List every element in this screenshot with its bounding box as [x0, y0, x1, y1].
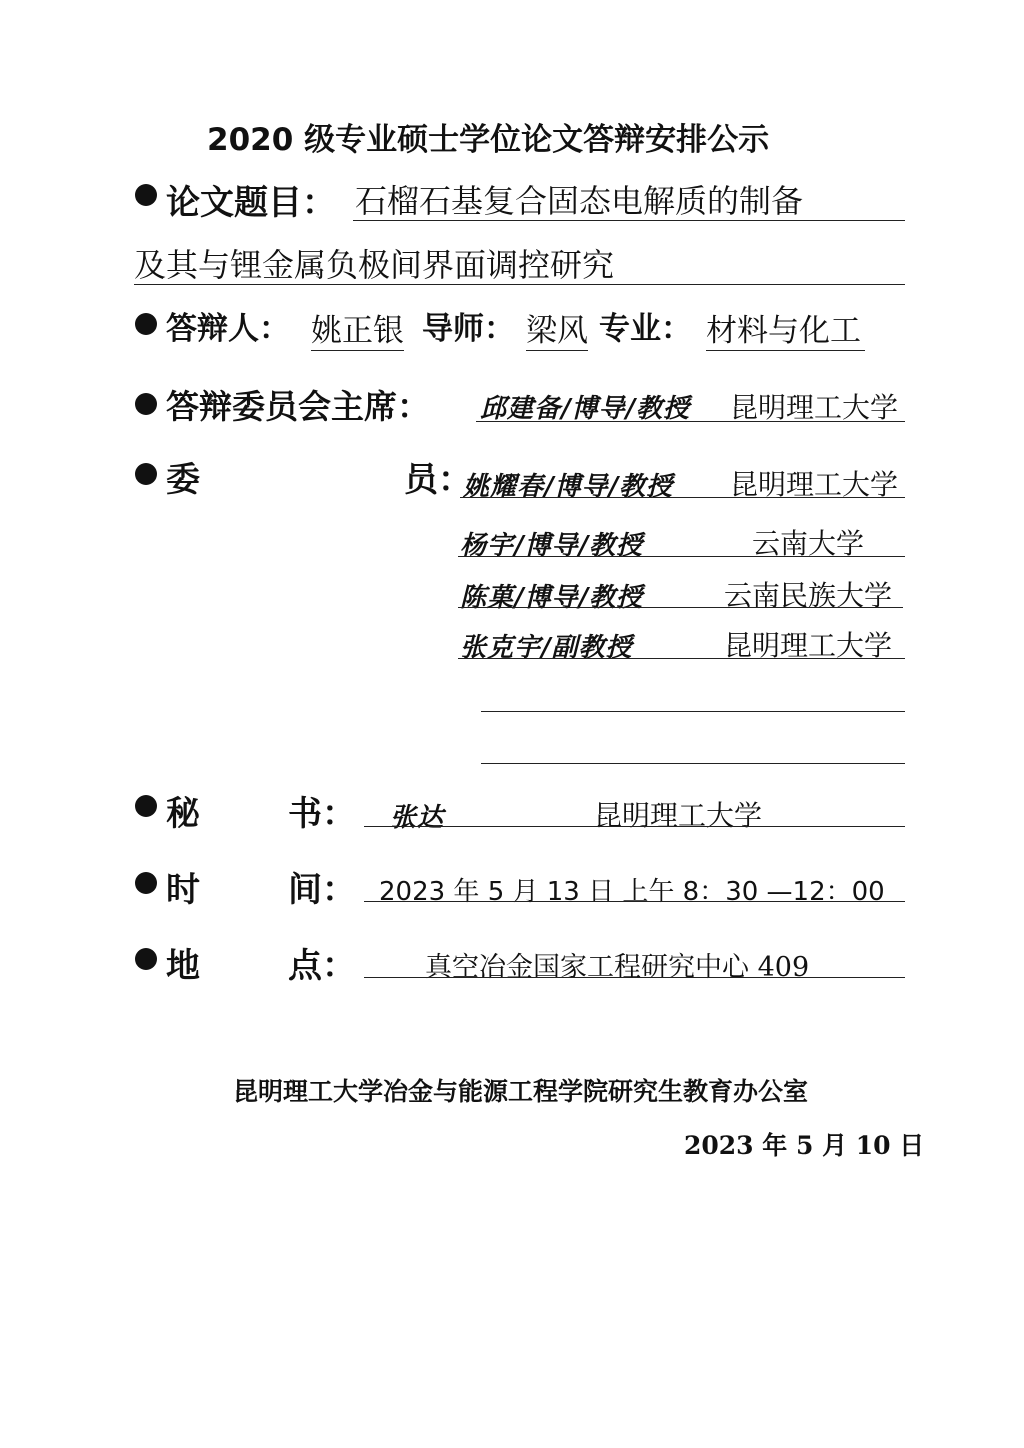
- time-label-right: 间：: [288, 870, 356, 910]
- underline: [458, 607, 903, 608]
- bullet-icon: [135, 184, 157, 206]
- secretary-org: 昆明理工大学: [594, 799, 763, 832]
- thesis-title-line1: 石榴石基复合固态电解质的制备: [355, 182, 804, 220]
- defender-name: 姚正银: [311, 305, 404, 351]
- underline: [364, 977, 905, 978]
- underline: [458, 556, 905, 557]
- underline: [476, 421, 905, 422]
- advisor-name: 梁风: [526, 305, 588, 351]
- bullet-icon: [135, 872, 157, 894]
- underline: [134, 284, 905, 285]
- place-value: 真空冶金国家工程研究中心 409: [425, 952, 810, 983]
- chair-org: 昆明理工大学: [730, 391, 899, 424]
- underline: [364, 826, 905, 827]
- underline: [364, 901, 905, 902]
- member-org: 云南民族大学: [724, 579, 893, 612]
- chair-label: 答辩委员会主席：: [166, 387, 430, 426]
- member-name: 张克宇/副教授: [460, 633, 633, 663]
- underline: [353, 220, 905, 221]
- defender-label: 答辩人：: [166, 311, 290, 347]
- page-title: 2020 级专业硕士学位论文答辩安排公示: [207, 122, 770, 158]
- secretary-label-left: 秘: [166, 794, 200, 834]
- member-name: 杨宇/博导/教授: [460, 531, 643, 561]
- member-org: 云南大学: [752, 527, 865, 560]
- place-label-right: 点：: [288, 946, 356, 986]
- place-label-left: 地: [166, 946, 200, 986]
- blank-line: [481, 763, 905, 764]
- bullet-icon: [135, 948, 157, 970]
- member-org: 昆明理工大学: [724, 629, 893, 662]
- thesis-title-line2: 及其与锂金属负极间界面调控研究: [134, 246, 615, 284]
- secretary-name: 张达: [390, 803, 445, 833]
- major-value: 材料与化工: [706, 305, 865, 351]
- bullet-icon: [135, 795, 157, 817]
- chair-name: 邱建备/博导/教授: [480, 394, 690, 424]
- member-name: 姚耀春/博导/教授: [463, 472, 673, 502]
- major-label: 专业：: [599, 311, 692, 347]
- underline: [458, 658, 905, 659]
- bullet-icon: [135, 463, 157, 485]
- thesis-label: 论文题目：: [166, 183, 336, 223]
- time-value: 2023 年 5 月 13 日 上午 8：30 —12：00: [379, 877, 885, 907]
- underline: [460, 497, 905, 498]
- members-label-left: 委: [166, 460, 200, 500]
- blank-line: [481, 711, 905, 712]
- member-name: 陈菓/博导/教授: [460, 583, 643, 613]
- secretary-label-right: 书：: [288, 794, 356, 834]
- advisor-label: 导师：: [422, 311, 515, 347]
- member-org: 昆明理工大学: [730, 468, 899, 501]
- issuing-office: 昆明理工大学冶金与能源工程学院研究生教育办公室: [233, 1077, 809, 1106]
- time-label-left: 时: [166, 870, 200, 910]
- issue-date: 2023 年 5 月 10 日: [684, 1131, 925, 1160]
- members-label-right: 员：: [404, 460, 472, 500]
- bullet-icon: [135, 393, 157, 415]
- bullet-icon: [135, 313, 157, 335]
